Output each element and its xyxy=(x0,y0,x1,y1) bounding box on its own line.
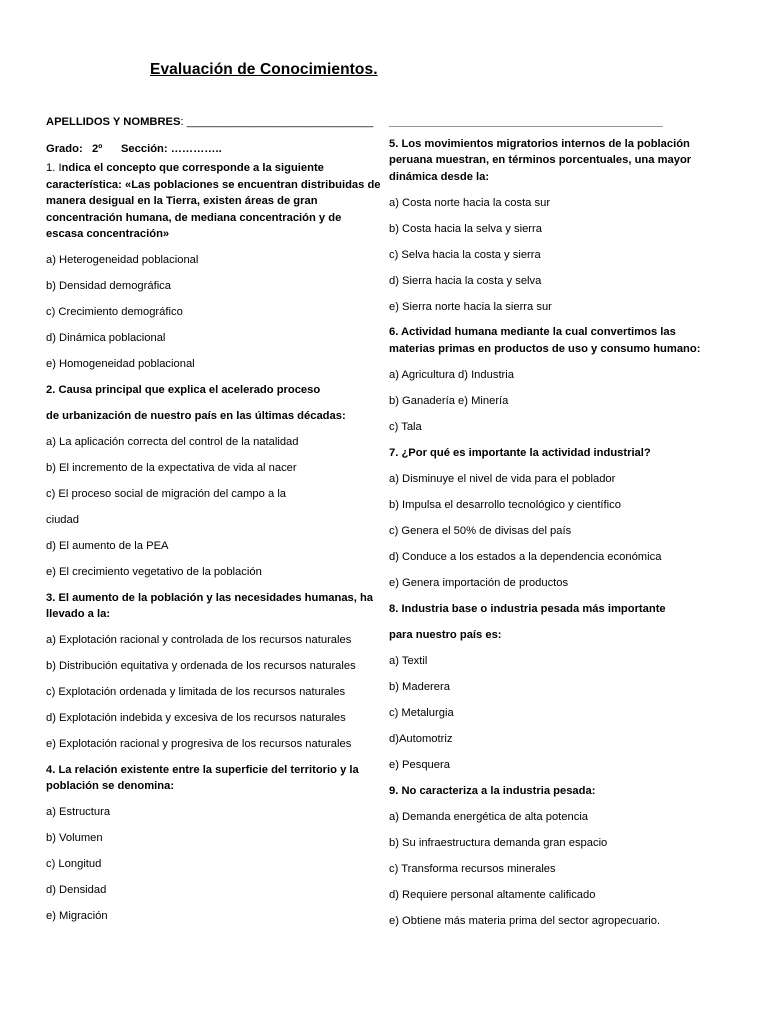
question-3: 3. El aumento de la población y las necesidades humanas, ha llevado a la: xyxy=(46,591,374,620)
option-8b[interactable]: b) Maderera xyxy=(389,680,450,693)
option-8d[interactable]: d)Automotriz xyxy=(389,732,453,745)
right-blank-line: ____________________________________________ xyxy=(389,116,663,128)
option-3a[interactable]: a) Explotación racional y controlada de los recursos naturales xyxy=(46,634,352,646)
option-3b[interactable]: b) Distribución equitativa y ordenada de los recursos naturales xyxy=(46,660,356,672)
option-5c[interactable]: c) Selva hacia la costa y sierra xyxy=(389,248,541,261)
option-3e[interactable]: e) Explotación racional y progresiva de los recursos naturales xyxy=(46,738,352,750)
option-7c[interactable]: c) Genera el 50% de divisas del país xyxy=(389,524,572,537)
option-5d[interactable]: d) Sierra hacia la costa y selva xyxy=(389,274,542,287)
section-label: Sección: xyxy=(120,142,168,155)
option-7e[interactable]: e) Genera importación de productos xyxy=(389,576,569,589)
option-2d[interactable]: d) El aumento de la PEA xyxy=(46,540,169,552)
question-2-line1: 2. Causa principal que explica el acelerado proceso xyxy=(46,384,321,396)
option-3c[interactable]: c) Explotación ordenada y limitada de los recursos naturales xyxy=(46,686,346,698)
question-4: 4. La relación existente entre la superficie del territorio y la población se denomina: xyxy=(46,763,359,792)
option-7d[interactable]: d) Conduce a los estados a la dependencia económica xyxy=(389,550,662,563)
grade-section-row xyxy=(46,141,381,158)
option-1e[interactable]: e) Homogeneidad poblacional xyxy=(46,358,195,370)
right-column xyxy=(389,114,709,929)
option-2c-cont[interactable]: ciudad xyxy=(46,514,79,526)
left-column xyxy=(46,114,381,925)
option-8e[interactable]: e) Pesquera xyxy=(389,758,450,771)
names-label: APELLIDOS Y NOMBRES xyxy=(46,116,181,128)
option-4a[interactable]: a) Estructura xyxy=(46,806,111,818)
option-5a[interactable]: a) Costa norte hacia la costa sur xyxy=(389,196,551,209)
option-4d[interactable]: d) Densidad xyxy=(46,884,107,896)
option-7a[interactable]: a) Disminuye el nivel de vida para el poblador xyxy=(389,472,616,485)
section-value: ………….. xyxy=(170,142,222,155)
option-4b[interactable]: b) Volumen xyxy=(46,832,103,844)
option-2c[interactable]: c) El proceso social de migración del campo a la xyxy=(46,488,287,500)
option-1b[interactable]: b) Densidad demográfica xyxy=(46,280,171,292)
option-9d[interactable]: d) Requiere personal altamente calificado xyxy=(389,888,596,901)
names-colon: : xyxy=(180,116,184,128)
option-7b[interactable]: b) Impulsa el desarrollo tecnológico y científico xyxy=(389,498,621,511)
option-9e[interactable]: e) Obtiene más materia prima del sector agropecuario. xyxy=(389,914,661,927)
option-1d[interactable]: d) Dinámica poblacional xyxy=(46,332,166,344)
names-field[interactable] xyxy=(46,114,381,131)
option-5b[interactable]: b) Costa hacia la selva y sierra xyxy=(389,222,542,235)
page-title: Evaluación de Conocimientos. xyxy=(150,61,378,78)
option-6ad[interactable]: a) Agricultura d) Industria xyxy=(389,368,514,381)
option-5e[interactable]: e) Sierra norte hacia la sierra sur xyxy=(389,300,552,313)
option-8a[interactable]: a) Textil xyxy=(389,654,428,667)
question-8-line1: 8. Industria base o industria pesada más importante xyxy=(389,602,666,615)
question-9: 9. No caracteriza a la industria pesada: xyxy=(389,784,596,797)
option-6c[interactable]: c) Tala xyxy=(389,420,422,433)
grade-label: Grado: xyxy=(46,142,83,155)
option-3d[interactable]: d) Explotación indebida y excesiva de los recursos naturales xyxy=(46,712,346,724)
question-8-line2: para nuestro país es: xyxy=(389,628,502,641)
option-9c[interactable]: c) Transforma recursos minerales xyxy=(389,862,556,875)
option-2e[interactable]: e) El crecimiento vegetativo de la población xyxy=(46,566,262,578)
question-1 xyxy=(46,160,381,243)
option-2b[interactable]: b) El incremento de la expectativa de vida al nacer xyxy=(46,462,297,474)
option-9b[interactable]: b) Su infraestructura demanda gran espacio xyxy=(389,836,608,849)
option-8c[interactable]: c) Metalurgia xyxy=(389,706,454,719)
question-1-number: 1. I xyxy=(46,162,62,174)
question-5: 5. Los movimientos migratorios internos de la población peruana muestran, en términos porcentuales, una mayor dinámica desde la: xyxy=(389,137,692,183)
question-1-text: ndica el concepto que corresponde a la siguiente característica: «Las poblaciones se encuentran distribuidas de manera desigual en la Tierra, existen áreas de gran concentración humana, de mediana concentración y de escasa concentración» xyxy=(46,162,381,240)
names-blank-line: ______________________________ xyxy=(183,116,374,128)
question-2-line2: de urbanización de nuestro país en las últimas décadas: xyxy=(46,410,346,422)
option-1a[interactable]: a) Heterogeneidad poblacional xyxy=(46,254,199,266)
option-4e[interactable]: e) Migración xyxy=(46,910,108,922)
option-9a[interactable]: a) Demanda energética de alta potencia xyxy=(389,810,589,823)
grade-value: 2º xyxy=(92,142,103,155)
option-4c[interactable]: c) Longitud xyxy=(46,858,102,870)
question-6: 6. Actividad humana mediante la cual convertimos las materias primas en productos de uso y consumo humano: xyxy=(389,326,701,355)
option-2a[interactable]: a) La aplicación correcta del control de la natalidad xyxy=(46,436,299,448)
option-1c[interactable]: c) Crecimiento demográfico xyxy=(46,306,183,318)
question-7: 7. ¿Por qué es importante la actividad industrial? xyxy=(389,446,651,459)
option-6be[interactable]: b) Ganadería e) Minería xyxy=(389,394,509,407)
